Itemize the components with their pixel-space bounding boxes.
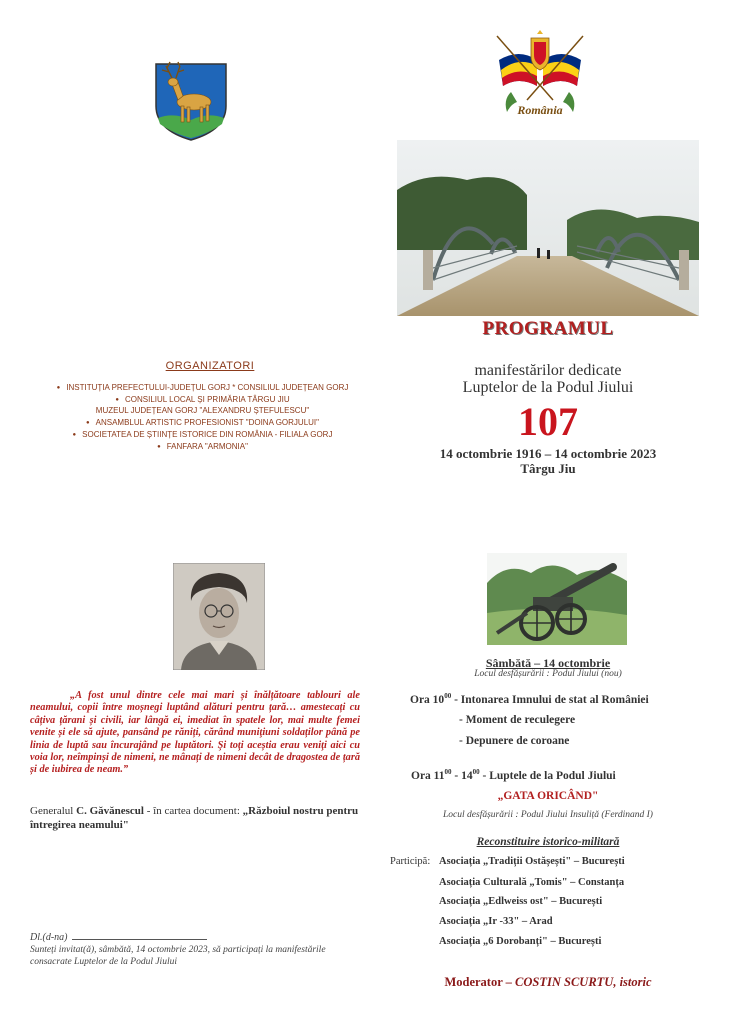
- subtitle-line-1: manifestărilor dedicate: [474, 362, 622, 379]
- event-1: - Intonarea Imnului de stat al României: [451, 693, 649, 706]
- organizer-line: ● SOCIETATEA DE ȘTIINȚE ISTORICE DIN ROMÂNIA - FILIALA GORJ: [30, 430, 375, 439]
- schedule-day: Sâmbătă – 14 octombrie: [485, 656, 611, 670]
- organizer-line: ● INSTITUȚIA PREFECTULUI-JUDEȚUL GORJ * CONSILIUL JUDEȚEAN GORJ: [30, 383, 375, 392]
- association-item: [439, 896, 602, 907]
- invitation-salutation: Dl.(d-na): [30, 932, 68, 943]
- event-4: - Luptele de la Podul Jiului: [479, 769, 616, 782]
- time-2: Ora 11: [411, 769, 445, 782]
- event-name: „GATA ORICÂND": [497, 790, 599, 802]
- association-name: Asociația „6 Dorobanți": [439, 936, 548, 947]
- organizer-line: ● FANFARA "ARMONIA": [30, 442, 375, 451]
- moderator-name: COSTIN SCURTU, istoric: [515, 975, 652, 989]
- author-prefix: Generalul: [30, 805, 77, 817]
- location-2: Locul desfășurării : Podul Jiului Insuliță (Ferdinand I): [443, 810, 653, 820]
- book-title: „Războiul nostru pentru întregirea neamului": [30, 805, 359, 831]
- quote-author: C. Găvănescul: [76, 805, 144, 817]
- schedule-item-1: [410, 692, 649, 706]
- time-2-end-minutes: 00: [472, 768, 480, 776]
- bridge-photo: [397, 140, 699, 316]
- association-city: – București: [547, 936, 602, 947]
- association-item: [439, 877, 624, 888]
- time-2-end: - 14: [451, 769, 473, 782]
- quote-attribution: [30, 804, 360, 832]
- reenactment-title: Reconstituire istorico-militară: [476, 836, 620, 848]
- name-blank-line: [72, 939, 207, 940]
- association-city: – Arad: [519, 916, 553, 927]
- romania-caption: România: [517, 103, 563, 117]
- association-item: [439, 916, 553, 927]
- moderator: [397, 975, 699, 990]
- coat-of-arms-icon: [152, 60, 230, 142]
- cannon-photo: [487, 553, 627, 645]
- event-2: - Moment de reculegere: [459, 714, 576, 726]
- association-item: [439, 856, 625, 867]
- invitation-text: Sunteți invitat(ă), sâmbătă, 14 octombrie 2023, să participați la manifestările consacrate Luptelor de la Podul Jiului: [30, 945, 326, 967]
- historical-quote: „A fost unul dintre cele mai mari și înălțătoare tablouri ale neamului, copii între moșnegi luptând alături pentru țară… amestecați cu câțiva țărani și civili, iar lângă ei, imediat în spatele lor, mai multe femei venite și ele să ajute, pansând pe răniți, cărând muniţiuni soldaților până pe linia de luptă sau încurajând pe luptători. Şi toţi aceștia erau veniţi aici cu voia lor, neîmpinși de nimeni, ne mânați de nimeni decât de dragostea de țară și de iubirea de neam.”: [30, 690, 360, 776]
- organizer-line: ● ANSAMBLUL ARTISTIC PROFESIONIST "DOINA GORJULUI": [30, 418, 375, 427]
- city: Târgu Jiu: [520, 461, 576, 476]
- date-range: 14 octombrie 1916 – 14 octombrie 2023: [439, 446, 657, 461]
- organizer-line: MUZEUL JUDEȚEAN GORJ "ALEXANDRU ȘTEFULESCU": [95, 406, 310, 415]
- association-name: Asociația „Ir -33": [439, 916, 520, 927]
- subtitle-line-2: Luptelor de la Podul Jiului: [462, 379, 634, 396]
- association-name: Asociația Culturală „Tomis": [439, 877, 568, 888]
- organizers-title: ORGANIZATORI: [165, 360, 255, 372]
- invitation-salutation-row: [30, 932, 370, 943]
- location-1: Locul desfășurării : Podul Jiului (nou): [474, 669, 622, 679]
- program-title: PROGRAMUL: [482, 318, 614, 339]
- time-1: Ora 10: [410, 693, 445, 706]
- association-name: Asociația „Tradiții Ostășești": [439, 856, 572, 867]
- portrait-photo: [173, 563, 265, 670]
- association-name: Asociația „Edlweiss ost": [439, 896, 549, 907]
- participa-label: Participă:: [390, 856, 431, 867]
- schedule-item-2: [411, 768, 616, 782]
- time-2-minutes: 00: [444, 768, 452, 776]
- romania-flags-icon: [493, 30, 587, 124]
- anniversary-number: 107: [518, 399, 578, 444]
- association-item: [439, 936, 601, 947]
- author-suffix: - în cartea document:: [143, 805, 243, 817]
- association-city: – Constanța: [567, 877, 625, 888]
- association-city: – București: [571, 856, 625, 867]
- moderator-label: Moderator –: [444, 975, 516, 989]
- association-city: – București: [548, 896, 603, 907]
- organizer-line: ● CONSILIUL LOCAL ȘI PRIMĂRIA TÂRGU JIU: [30, 395, 375, 404]
- event-3: - Depunere de coroane: [459, 735, 570, 747]
- time-1-minutes: 00: [444, 692, 452, 700]
